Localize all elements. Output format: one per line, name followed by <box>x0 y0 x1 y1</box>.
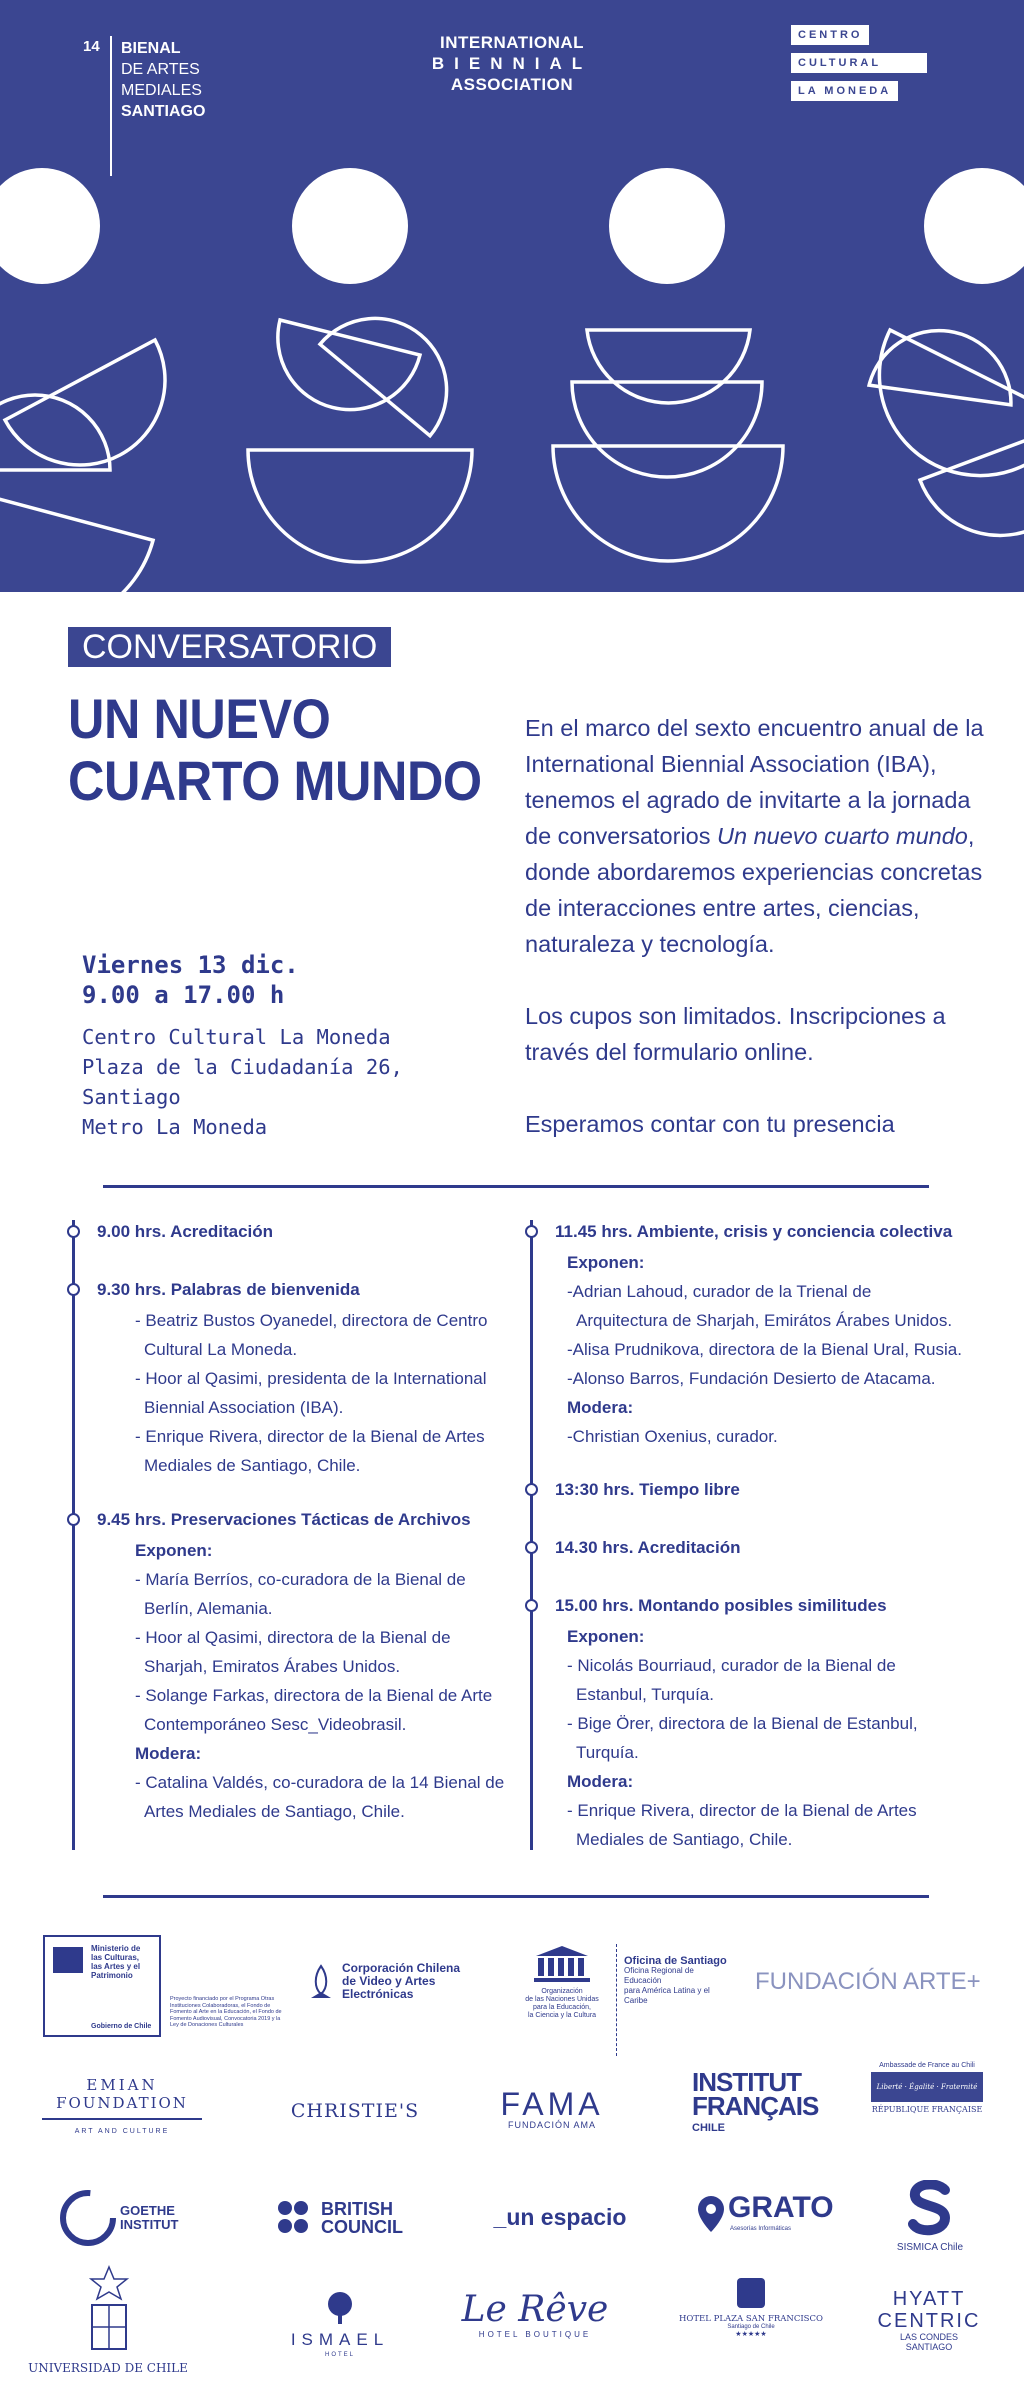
british-line-1: BRITISH <box>321 2199 393 2219</box>
logo-fama <box>492 2088 612 2130</box>
title-line-1: UN NUEVO <box>68 687 331 750</box>
program-item <box>555 1478 740 1502</box>
logo-institut-francais <box>692 2067 822 2134</box>
uchile-shield-icon <box>84 2265 134 2353</box>
intro-paragraph-1 <box>525 710 985 962</box>
logo-british-council <box>277 2196 417 2240</box>
hyatt-line-3: LAS CONDES <box>899 2332 959 2342</box>
program-speaker-line: Mediales de Santiago, Chile. <box>144 1456 361 1475</box>
program-speaker-line: -Alonso Barros, Fundación Desierto de Atacama. <box>567 1369 936 1388</box>
logo-goethe <box>60 2190 190 2250</box>
logo-universidad-chile <box>28 2265 188 2380</box>
timeline-line-left <box>72 1220 75 1850</box>
unesco-office-title: Oficina de Santiago <box>624 1955 727 1967</box>
program-speaker-line: Arquitectura de Sharjah, Emirátos Árabes Unidos. <box>576 1311 953 1330</box>
event-venue <box>82 1022 403 1142</box>
chile-shield-icon <box>53 1947 83 1973</box>
unesco-temple-icon <box>532 1944 592 1984</box>
header-banner <box>0 0 1024 592</box>
program-right-column <box>530 1220 1010 1860</box>
ambassade-motto: Liberté · Égalité · Fraternité <box>871 2072 983 2102</box>
ministerio-note: Proyecto financiado por el Programa Otras Instituciones Colaboradoras, el Fondo de Fomento al Arte en la Educación, el Fondo de Fomento Audiovisual, Convocatoria 2019 y la Ley de Donaciones Culturales <box>170 1996 282 2028</box>
plaza-crest-icon <box>737 2278 765 2308</box>
event-date <box>82 950 299 1010</box>
ministerio-line-4: Patrimonio <box>91 1971 133 1980</box>
timeline-dot <box>525 1483 538 1496</box>
divider-top <box>103 1185 929 1188</box>
venue-line-3: Santiago <box>82 1085 181 1109</box>
program-speaker-line: Biennial Association (IBA). <box>144 1398 344 1417</box>
cchv-icon <box>308 1964 334 2004</box>
timeline-line-right <box>530 1220 533 1850</box>
logo-ismael <box>270 2290 410 2360</box>
emian-line-1: EMIAN <box>86 2076 158 2094</box>
program-section-label: Exponen: <box>135 1541 213 1560</box>
timeline-dot <box>67 1225 80 1238</box>
unesco-line-3: para la Educación, <box>533 2004 591 2011</box>
logo-cchv <box>308 1960 478 2010</box>
program-item <box>555 1594 918 1854</box>
iba-logo <box>402 32 622 95</box>
venue-line-2: Plaza de la Ciudadanía 26, <box>82 1055 403 1079</box>
program-speaker-line: - María Berríos, co-curadora de la Bienal de <box>135 1570 466 1589</box>
program-speaker-line: - Hoor al Qasimi, presidenta de la International <box>135 1369 487 1388</box>
program-speaker-line: Artes Mediales de Santiago, Chile. <box>144 1802 405 1821</box>
ministerio-gobierno: Gobierno de Chile <box>91 2023 152 2030</box>
program-item <box>555 1220 962 1451</box>
program-section-label: Modera: <box>567 1772 634 1791</box>
ismael-tree-icon <box>320 2290 360 2326</box>
event-type-badge: CONVERSATORIO <box>68 627 391 667</box>
program-item-time: 13:30 hrs. Tiempo libre <box>555 1480 740 1499</box>
ambassade-line-1: Ambassade de France au Chili <box>879 2062 975 2069</box>
timeline-dot <box>525 1599 538 1612</box>
iba-line-2: BIENNIAL <box>431 54 593 73</box>
logo-un-espacio: _un espacio <box>493 2204 627 2230</box>
grato-tagline: Asesorías Informáticas <box>730 2226 792 2232</box>
bienal-line-4: SANTIAGO <box>121 103 206 120</box>
plaza-name: HOTEL PLAZA SAN FRANCISCO <box>679 2314 823 2324</box>
emian-line-2: FOUNDATION <box>56 2094 188 2112</box>
event-title <box>68 688 482 812</box>
program-speaker-line: Mediales de Santiago, Chile. <box>576 1830 793 1849</box>
logo-le-reve <box>440 2290 630 2360</box>
cchv-line-3: Electrónicas <box>342 1987 414 2001</box>
cchv-line-2: de Video y Artes <box>342 1974 436 1988</box>
institut-line-3: CHILE <box>692 2122 725 2134</box>
logo-grato <box>696 2190 834 2250</box>
date-line: Viernes 13 dic. <box>82 951 299 979</box>
program-speaker-line: - Beatriz Bustos Oyanedel, directora de Centro <box>135 1311 488 1330</box>
program-section-label: Exponen: <box>567 1627 645 1646</box>
ccm-line-1: CENTRO <box>791 25 869 45</box>
program-left-column <box>72 1220 522 1860</box>
program-speaker-line: Contemporáneo Sesc_Videobrasil. <box>144 1715 407 1734</box>
unesco-line-2: de las Naciones Unidas <box>525 1996 599 2003</box>
bienal-logo <box>121 38 205 122</box>
fama-line-1: FAMA <box>500 2086 604 2122</box>
lereve-name: Le Rêve <box>461 2289 609 2330</box>
program-speaker-line: - Solange Farkas, directora de la Bienal de Arte <box>135 1686 493 1705</box>
program-item-time: 14.30 hrs. Acreditación <box>555 1538 741 1557</box>
intro-paragraph-3: Esperamos contar con tu presencia <box>525 1111 895 1137</box>
program-section-label: Modera: <box>567 1398 634 1417</box>
bienal-line-1: BIENAL <box>121 40 181 57</box>
program-speaker-line: - Nicolás Bourriaud, curador de la Bienal de <box>567 1656 896 1675</box>
program-speaker-line: - Bige Örer, directora de la Bienal de Estanbul, <box>567 1714 918 1733</box>
program-speaker-line: - Hoor al Qasimi, directora de la Bienal de <box>135 1628 451 1647</box>
program-section-label: Modera: <box>135 1744 202 1763</box>
program-item-time: 9.00 hrs. Acreditación <box>97 1222 274 1241</box>
ccm-line-3: LA MONEDA <box>791 81 898 101</box>
logo-sismica <box>880 2180 980 2260</box>
program-item-time: 15.00 hrs. Montando posibles similitudes <box>555 1596 887 1615</box>
plaza-city: Santiago de Chile <box>727 2324 775 2330</box>
bienal-line-2: DE ARTES <box>121 61 200 78</box>
logo-hotel-plaza <box>676 2278 826 2368</box>
plaza-stars: ★★★★★ <box>735 2331 767 2338</box>
venue-line-4: Metro La Moneda <box>82 1115 268 1139</box>
bienal-line-3: MEDIALES <box>121 82 202 99</box>
goethe-line-1: GOETHE <box>120 2203 175 2218</box>
venue-line-1: Centro Cultural La Moneda <box>82 1025 391 1049</box>
program-speaker-line: - Catalina Valdés, co-curadora de la 14 Bienal de <box>135 1773 505 1792</box>
uchile-name: UNIVERSIDAD DE CHILE <box>28 2361 188 2375</box>
hyatt-line-2: CENTRIC <box>877 2310 981 2332</box>
lereve-tagline: HOTEL BOUTIQUE <box>478 2330 592 2339</box>
logo-christies: CHRISTIE'S <box>290 2100 420 2122</box>
program-section-label: Exponen: <box>567 1253 645 1272</box>
program-item <box>555 1536 741 1560</box>
hyatt-line-1: HYATT <box>892 2288 966 2310</box>
program-item <box>97 1278 487 1480</box>
intro-p1-emphasis: Un nuevo cuarto mundo <box>717 823 968 849</box>
program-speaker-line: - Enrique Rivera, director de la Bienal de Artes <box>135 1427 485 1446</box>
timeline-dot <box>525 1225 538 1238</box>
institut-line-1: INSTITUT <box>692 2067 801 2097</box>
time-line: 9.00 a 17.00 h <box>82 981 285 1009</box>
program-item-time: 9.30 hrs. Palabras de bienvenida <box>97 1280 360 1299</box>
logo-ministerio <box>43 1935 161 2037</box>
timeline-dot <box>525 1541 538 1554</box>
program-speaker-line: Cultural La Moneda. <box>144 1340 298 1359</box>
ministerio-line-1: Ministerio de <box>91 1944 141 1953</box>
institut-line-2: FRANÇAIS <box>692 2091 819 2121</box>
emian-line-3: ART AND CULTURE <box>74 2128 170 2135</box>
intro-paragraph-2: Los cupos son limitados. Inscripciones a través del formulario online. <box>525 1003 946 1065</box>
program-speaker-line: -Adrian Lahoud, curador de la Trienal de <box>567 1282 872 1301</box>
intro-p1-text-end: , donde abordaremos experiencias concretas de interacciones entre artes, ciencias, naturaleza y tecnología. <box>525 823 983 957</box>
unesco-office-line-3: para América Latina y el Caribe <box>624 1986 710 2005</box>
timeline-dot <box>67 1283 80 1296</box>
unesco-line-4: la Ciencia y la Cultura <box>527 2012 597 2019</box>
program-speaker-line: Turquía. <box>576 1743 639 1762</box>
iba-line-3: ASSOCIATION <box>450 75 574 94</box>
iba-line-1: INTERNATIONAL <box>439 33 585 52</box>
intro-p1-text: En el marco del sexto encuentro anual de la International Biennial Association (IBA), tenemos el agrado de invitarte a la jornada de conversatorios <box>525 715 984 849</box>
logo-hyatt-centric <box>864 2288 994 2352</box>
sismica-name: SISMICA Chile <box>896 2242 964 2253</box>
program-item-time: 11.45 hrs. Ambiente, crisis y conciencia colectiva <box>555 1222 953 1241</box>
ccm-logo <box>791 25 927 109</box>
goethe-circle-icon <box>60 2190 116 2246</box>
logo-ambassade <box>868 2062 986 2138</box>
ismael-name: ISMAEL <box>290 2330 390 2349</box>
logo-fundacion-arte: FUNDACIÓN ARTE+ <box>755 1968 981 1995</box>
timeline-dot <box>67 1513 80 1526</box>
program-speaker-line: Sharjah, Emiratos Árabes Unidos. <box>144 1657 401 1676</box>
ccm-line-2: CULTURAL <box>791 53 927 73</box>
title-line-2: CUARTO MUNDO <box>68 749 482 812</box>
goethe-line-2: INSTITUT <box>120 2217 179 2232</box>
program-speaker-line: Estanbul, Turquía. <box>576 1685 714 1704</box>
program-speaker-line: - Enrique Rivera, director de la Bienal de Artes <box>567 1801 917 1820</box>
program-speaker-line: Berlín, Alemania. <box>144 1599 273 1618</box>
ambassade-line-3: RÉPUBLIQUE FRANÇAISE <box>871 2105 983 2114</box>
program-item-time: 9.45 hrs. Preservaciones Tácticas de Archivos <box>97 1510 471 1529</box>
cchv-line-1: Corporación Chilena <box>342 1961 461 1975</box>
fama-line-2: FUNDACIÓN AMA <box>507 2120 596 2130</box>
unesco-office-line-2: Oficina Regional de Educación <box>624 1966 694 1985</box>
grato-pin-icon <box>696 2194 726 2234</box>
british-line-2: COUNCIL <box>321 2217 403 2237</box>
ismael-hotel: HOTEL <box>324 2352 355 2358</box>
program-speaker-line: -Alisa Prudnikova, directora de la Bienal Ural, Rusia. <box>567 1340 962 1359</box>
ministerio-line-3: las Artes y el <box>91 1962 141 1971</box>
logo-emian <box>42 2076 202 2135</box>
divider-bottom <box>103 1895 929 1898</box>
grato-name: GRATO <box>728 2191 834 2224</box>
logo-unesco <box>512 1942 727 2062</box>
unesco-line-1: Organización <box>541 1988 583 1995</box>
sismica-s-icon <box>905 2180 955 2236</box>
hyatt-line-4: SANTIAGO <box>905 2342 953 2352</box>
bienal-number: 14 <box>83 38 100 55</box>
program-item <box>97 1220 273 1244</box>
program-speaker-line: -Christian Oxenius, curador. <box>567 1427 778 1446</box>
intro-text <box>525 710 985 1178</box>
british-council-dots-icon <box>277 2200 313 2236</box>
bienal-divider <box>110 36 112 176</box>
ministerio-line-2: las Culturas, <box>91 1953 140 1962</box>
program-item <box>97 1508 504 1826</box>
